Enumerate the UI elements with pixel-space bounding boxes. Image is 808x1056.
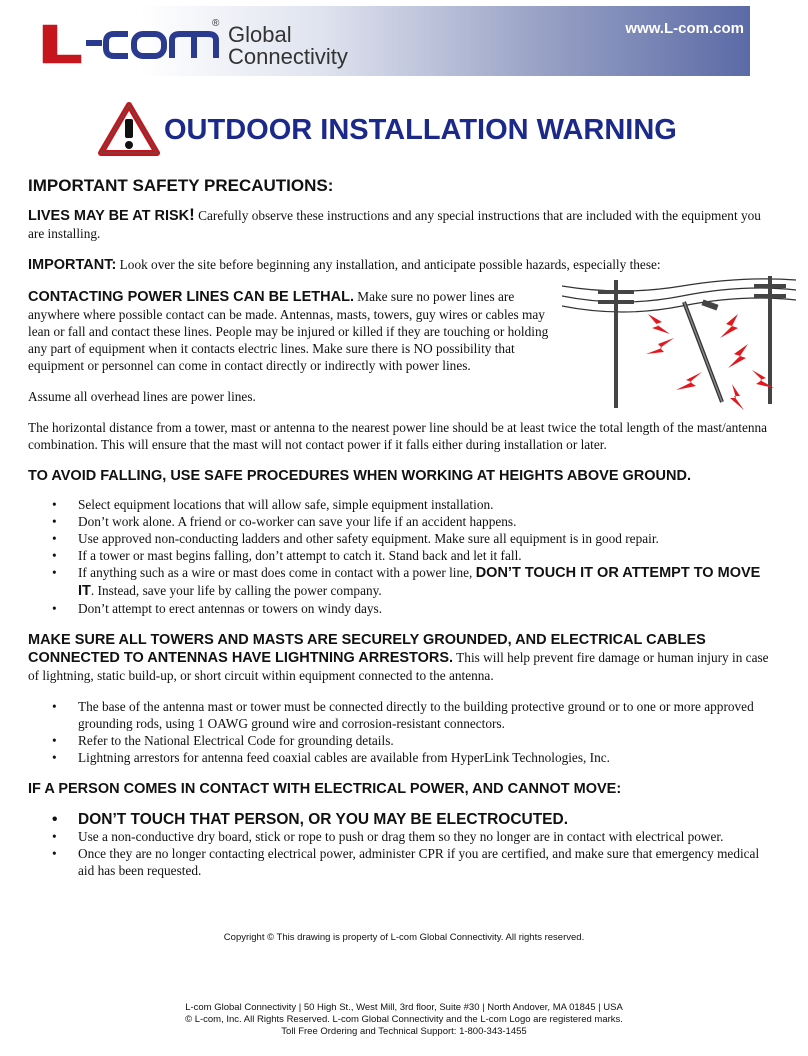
logo-registered-mark: ® (212, 18, 220, 29)
list-item: • Refer to the National Electrical Code for grounding details. (78, 732, 772, 749)
footer-rights: © L-com, Inc. All Rights Reserved. L-com Global Connectivity and the L-com Logo are registered marks. (185, 1014, 623, 1025)
warning-triangle-icon (98, 102, 160, 156)
lives-text: Carefully observe these instructions and any special instructions that are included with the equipment you are installing. (28, 208, 761, 241)
list-item-text: . Instead, save your life by calling the power company. (90, 583, 382, 598)
list-item-text: If anything such as a wire or mast does come in contact with a power line, (78, 565, 476, 580)
footer-address: L-com Global Connectivity | 50 High St., West Mill, 3rd floor, Suite #30 | North Andover, MA 01845 | USA (185, 1002, 623, 1013)
logo-tagline-line1: Global (228, 22, 292, 47)
important-lead: IMPORTANT: (28, 257, 117, 273)
page-header (0, 0, 808, 78)
precautions-heading: IMPORTANT SAFETY PRECAUTIONS: (28, 176, 334, 195)
list-item (78, 564, 772, 600)
lives-paragraph (28, 206, 772, 242)
grounding-list (28, 698, 772, 766)
list-item: • Once they are no longer contacting electrical power, administer CPR if you are certified, and make sure that emergency medical aid has been requested. (78, 845, 772, 879)
list-item: • Don’t work alone. A friend or co-worker can save your life if an accident happens. (78, 513, 772, 530)
lives-lead: LIVES MAY BE AT RISK (28, 208, 190, 224)
logo-tagline-line2: Connectivity (228, 44, 348, 69)
power-lines-paragraph (28, 288, 558, 374)
page-footer (0, 1002, 808, 1038)
site-url-link[interactable]: www.L-com.com (625, 20, 744, 37)
power-lines-section (28, 288, 772, 405)
power-line-illustration (562, 274, 796, 416)
grounding-text: This will help prevent fire damage or human injury in case of lightning, static build-up, or short circuit within equipment connected to the antenna. (28, 650, 769, 683)
list-item: • Use a non-conductive dry board, stick or rope to push or drag them so they no longer are in contact with electrical power. (78, 828, 772, 845)
horizontal-distance-paragraph: The horizontal distance from a tower, mast or antenna to the nearest power line should be at least twice the total length of the mast/antenna combination. This will ensure that the mast will not contact power if it falls either during installation or later. (28, 420, 768, 452)
list-item: • If a tower or mast begins falling, don’t attempt to catch it. Stand back and let it fall. (78, 547, 772, 564)
list-item: • Use approved non-conducting ladders and other safety equipment. Make sure all equipment is in good repair. (78, 530, 772, 547)
grounding-lead: MAKE SURE ALL TOWERS AND MASTS ARE SECURELY GROUNDED, AND ELECTRICAL CABLES CONNECTED TO ANTENNAS HAVE LIGHTNING ARRESTORS. (28, 632, 706, 666)
page-title: OUTDOOR INSTALLATION WARNING (164, 114, 677, 146)
list-item: • The base of the antenna mast or tower must be connected directly to the building protective ground or to one or more approved grounding rods, using 1 OAWG ground wire and corrosion-resistant connectors. (78, 698, 772, 732)
power-lines-text: Make sure no power lines are anywhere where possible contact can be made. Antennas, masts, towers, guy wires or cables may lean or fall and contact these lines. People may be injured or killed if they are touching or holding any part of equipment when it contacts electric lines. Make sure there is NO possibility that equipment or personnel can come in contact directly or indirectly with power lines. (28, 289, 549, 373)
falling-heading: TO AVOID FALLING, USE SAFE PROCEDURES WHEN WORKING AT HEIGHTS ABOVE GROUND. (28, 468, 691, 484)
contact-heading: IF A PERSON COMES IN CONTACT WITH ELECTRICAL POWER, AND CANNOT MOVE: (28, 781, 622, 797)
document-body (28, 176, 772, 893)
falling-list (28, 496, 772, 617)
grounding-paragraph (28, 631, 772, 684)
lcom-logo (40, 22, 224, 66)
important-paragraph (28, 256, 772, 274)
logo-tagline (228, 24, 348, 68)
list-item: • DON’T TOUCH THAT PERSON, OR YOU MAY BE ELECTROCUTED. (78, 811, 772, 828)
assume-paragraph: Assume all overhead lines are power lines. (28, 389, 256, 404)
copyright-notice: Copyright © This drawing is property of L-com Global Connectivity. All rights reserved. (223, 932, 585, 943)
list-item: • Select equipment locations that will allow safe, simple equipment installation. (78, 496, 772, 513)
footer-support: Toll Free Ordering and Technical Support: 1-800-343-1455 (281, 1026, 527, 1037)
important-text: Look over the site before beginning any installation, and anticipate possible hazards, especially these: (116, 257, 661, 272)
contact-list (28, 811, 772, 879)
list-item: • Don’t attempt to erect antennas or towers on windy days. (78, 600, 772, 617)
list-item-emphasis: DON’T TOUCH IT OR ATTEMPT TO MOVE IT (78, 565, 761, 599)
lives-bang: ! (189, 205, 195, 224)
title-row (98, 102, 718, 158)
power-lines-lead: CONTACTING POWER LINES CAN BE LETHAL. (28, 289, 354, 305)
list-item: • Lightning arrestors for antenna feed coaxial cables are available from HyperLink Technologies, Inc. (78, 749, 772, 766)
